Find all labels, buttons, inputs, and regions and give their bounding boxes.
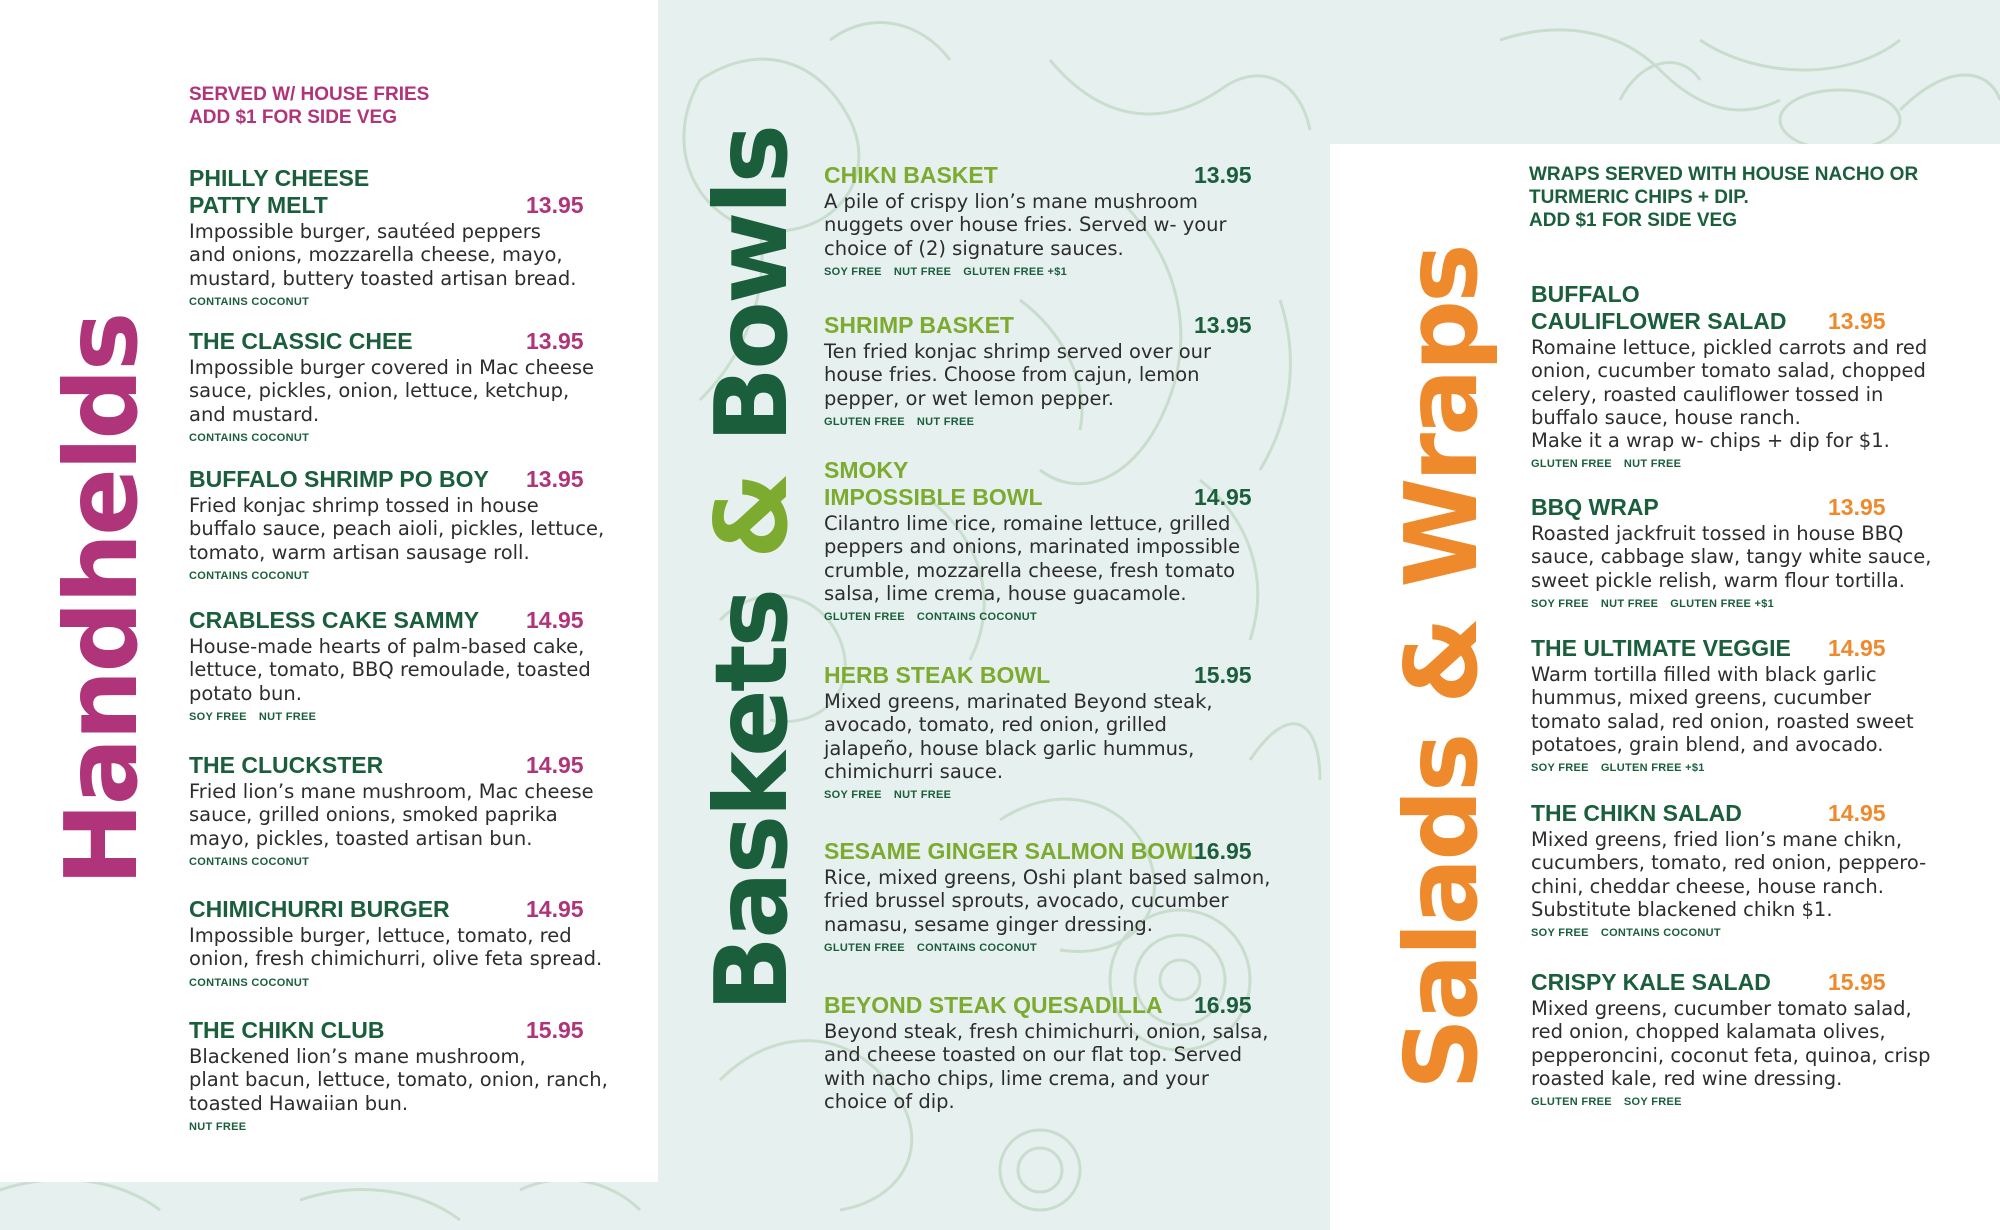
menu-item-description-line: choice of (2) signature sauces. bbox=[824, 236, 1124, 260]
menu-item-description bbox=[189, 356, 594, 426]
menu-item-name-line: SMOKY bbox=[824, 457, 909, 483]
menu-item-description-line: hummus, mixed greens, cucumber bbox=[1531, 686, 1871, 710]
menu-item-name-line: SHRIMP BASKET bbox=[824, 312, 1014, 338]
menu-item-name-line: THE CLASSIC CHEE bbox=[189, 328, 413, 354]
dietary-tag: CONTAINS COCONUT bbox=[916, 941, 1038, 954]
menu-item-price: 14.95 bbox=[526, 752, 584, 778]
menu-item bbox=[824, 312, 1252, 428]
menu-item-name bbox=[824, 662, 1213, 689]
menu-item-name-line: THE CLUCKSTER bbox=[189, 752, 384, 778]
menu-item-description-line: Impossible burger, sautéed peppers bbox=[189, 220, 541, 243]
dietary-tag: SOY FREE bbox=[189, 710, 247, 723]
menu-item-price: 13.95 bbox=[1828, 308, 1886, 334]
menu-item-description bbox=[1531, 997, 1931, 1090]
menu-item bbox=[189, 607, 591, 723]
dietary-tag: SOY FREE bbox=[1531, 597, 1589, 610]
dietary-tag: CONTAINS COCONUT bbox=[189, 431, 310, 444]
menu-item-price: 13.95 bbox=[526, 466, 584, 492]
menu-item-description-line: choice of dip. bbox=[824, 1089, 955, 1113]
menu-item-description-line: peppers and onions, marinated impossible bbox=[824, 535, 1241, 559]
note-line: WRAPS SERVED WITH HOUSE NACHO OR bbox=[1529, 164, 1919, 185]
menu-item-price: 13.95 bbox=[1828, 494, 1886, 520]
menu-item-description-line: plant bacun, lettuce, tomato, onion, ranch, bbox=[189, 1068, 608, 1092]
menu-item-description bbox=[189, 494, 604, 564]
menu-item-description-line: onion, fresh chimichurri, olive feta spread. bbox=[189, 947, 603, 971]
menu-item-description-line: mayo, pickles, toasted artisan bun. bbox=[189, 826, 533, 850]
menu-item-description bbox=[824, 866, 1270, 936]
dietary-tag: GLUTEN FREE bbox=[824, 611, 905, 624]
menu-item-description-line: and cheese toasted on our flat top. Served bbox=[824, 1043, 1242, 1067]
menu-item-name-line: PHILLY CHEESE bbox=[189, 165, 370, 191]
menu-item-description bbox=[1531, 336, 1927, 452]
menu-item-description-line: Blackened lion’s mane mushroom, bbox=[189, 1045, 526, 1068]
menu-item-price: 15.95 bbox=[1828, 969, 1886, 995]
menu-item-description-line: chimichurri sauce. bbox=[824, 759, 1004, 783]
menu-item-price: 16.95 bbox=[1194, 992, 1252, 1018]
menu-item-name-line: SESAME GINGER SALMON BOWL bbox=[824, 838, 1201, 864]
menu-item bbox=[1531, 800, 1926, 939]
note-line: SERVED W/ HOUSE FRIES bbox=[189, 84, 430, 105]
section-title-baskets-bowls bbox=[693, 126, 810, 1012]
dietary-tag: SOY FREE bbox=[1623, 1096, 1682, 1109]
menu-item bbox=[1531, 635, 1914, 774]
menu-item-description bbox=[189, 220, 576, 290]
note-line: ADD $1 FOR SIDE VEG bbox=[189, 107, 397, 128]
menu-item-description-line: and mustard. bbox=[189, 402, 320, 426]
menu-item-description-line: potatoes, grain blend, and avocado. bbox=[1531, 732, 1884, 756]
menu-item-description-line: Ten fried konjac shrimp served over our bbox=[824, 340, 1212, 363]
section-title-ampersand: & bbox=[693, 474, 810, 559]
menu-item-description bbox=[189, 924, 602, 971]
menu-item-price: 13.95 bbox=[526, 328, 584, 354]
dietary-tags bbox=[189, 296, 576, 308]
menu-item-description bbox=[1531, 522, 1931, 592]
dietary-tags bbox=[189, 570, 604, 582]
menu-item-description-line: Romaine lettuce, pickled carrots and red bbox=[1531, 336, 1928, 359]
menu-item-price: 15.95 bbox=[526, 1017, 584, 1043]
menu-item-price: 14.95 bbox=[1828, 800, 1886, 826]
menu-item-name-line: IMPOSSIBLE BOWL bbox=[824, 484, 1043, 510]
menu-item-description-line: House-made hearts of palm-based cake, bbox=[189, 635, 585, 658]
menu-item-description-line: chini, cheddar cheese, house ranch. bbox=[1531, 874, 1884, 898]
menu-item-description bbox=[824, 190, 1227, 260]
section-title-salads-wraps: Salads & Wraps bbox=[1383, 246, 1500, 1090]
menu-item-name-line: CRISPY KALE SALAD bbox=[1531, 969, 1771, 995]
menu-item-description bbox=[824, 512, 1240, 605]
menu-item-description-line: buffalo sauce, house ranch. bbox=[1531, 405, 1801, 429]
menu-item-price: 13.95 bbox=[1194, 312, 1252, 338]
menu-item-description-line: pepperoncini, coconut feta, quinoa, crisp bbox=[1531, 1043, 1931, 1067]
menu-item-description bbox=[824, 690, 1213, 783]
dietary-tag: SOY FREE bbox=[824, 265, 882, 278]
menu-item bbox=[1531, 969, 1931, 1108]
menu-item bbox=[189, 466, 604, 582]
menu-item-description-line: avocado, tomato, red onion, grilled bbox=[824, 713, 1167, 737]
menu-item bbox=[189, 328, 594, 444]
dietary-tag: GLUTEN FREE +$1 bbox=[963, 265, 1068, 278]
dietary-tags bbox=[189, 432, 594, 444]
dietary-tag: GLUTEN FREE bbox=[1531, 458, 1612, 471]
menu-item-description-line: toasted Hawaiian bun. bbox=[189, 1091, 409, 1115]
dietary-tag: NUT FREE bbox=[258, 710, 317, 723]
menu-item-name bbox=[824, 162, 1227, 189]
menu-item-description-line: Mixed greens, marinated Beyond steak, bbox=[824, 690, 1213, 713]
menu-item-description bbox=[189, 635, 591, 705]
menu-item-name bbox=[189, 165, 576, 219]
menu-item-description bbox=[189, 1045, 608, 1115]
dietary-tag: GLUTEN FREE +$1 bbox=[1670, 597, 1775, 610]
note-line: ADD $1 FOR SIDE VEG bbox=[1529, 210, 1737, 231]
dietary-tags bbox=[1531, 927, 1926, 939]
dietary-tags bbox=[1531, 762, 1914, 774]
menu-item bbox=[189, 165, 584, 308]
menu-item-description-line: Roasted jackfruit tossed in house BBQ bbox=[1531, 522, 1904, 545]
menu-item-price: 16.95 bbox=[1194, 838, 1252, 864]
menu-item-name-line: BUFFALO bbox=[1531, 281, 1640, 307]
menu-item-description-line: sauce, cabbage slaw, tangy white sauce, bbox=[1531, 545, 1932, 569]
menu-item bbox=[189, 1017, 608, 1133]
menu-item-name-line: THE ULTIMATE VEGGIE bbox=[1531, 635, 1791, 661]
menu-item-name-line: CHIMICHURRI BURGER bbox=[189, 896, 450, 922]
dietary-tag: GLUTEN FREE bbox=[1531, 1096, 1612, 1109]
dietary-tag: NUT FREE bbox=[1623, 458, 1682, 471]
dietary-tag: NUT FREE bbox=[1600, 597, 1659, 610]
menu-item-price: 13.95 bbox=[526, 192, 584, 218]
menu-item-price: 14.95 bbox=[1828, 635, 1886, 661]
menu-item bbox=[824, 457, 1252, 624]
menu-item-price: 14.95 bbox=[526, 896, 584, 922]
menu-item-description-line: sauce, grilled onions, smoked paprika bbox=[189, 803, 558, 827]
menu-item-description-line: with nacho chips, lime crema, and your bbox=[824, 1066, 1209, 1090]
menu-item-description-line: sauce, pickles, onion, lettuce, ketchup, bbox=[189, 379, 570, 403]
dietary-tag: GLUTEN FREE bbox=[824, 415, 905, 428]
dietary-tags bbox=[824, 266, 1227, 278]
menu-item-description-line: house fries. Choose from cajun, lemon bbox=[824, 363, 1200, 387]
menu-item-description bbox=[824, 1020, 1268, 1113]
menu-item-description-line: fried brussel sprouts, avocado, cucumber bbox=[824, 889, 1229, 913]
wraps-note bbox=[1529, 163, 1918, 232]
dietary-tag: SOY FREE bbox=[1531, 927, 1589, 940]
menu-item-price: 14.95 bbox=[526, 607, 584, 633]
menu-item-description-line: lettuce, tomato, BBQ remoulade, toasted bbox=[189, 658, 591, 682]
dietary-tag: CONTAINS COCONUT bbox=[189, 976, 310, 989]
menu-item-description bbox=[824, 340, 1211, 410]
menu-item-price: 13.95 bbox=[1194, 162, 1252, 188]
dietary-tags bbox=[824, 942, 1270, 954]
menu-item-description-line: Fried lion’s mane mushroom, Mac cheese bbox=[189, 780, 594, 803]
dietary-tags bbox=[189, 1121, 608, 1133]
dietary-tags bbox=[1531, 458, 1927, 470]
dietary-tag: NUT FREE bbox=[916, 415, 975, 428]
menu-item bbox=[189, 896, 602, 989]
menu-item-description-line: Mixed greens, cucumber tomato salad, bbox=[1531, 997, 1912, 1020]
menu-item-description-line: Mixed greens, fried lion’s mane chikn, bbox=[1531, 828, 1903, 851]
menu-item bbox=[824, 992, 1268, 1113]
menu-item-description-line: mustard, buttery toasted artisan bread. bbox=[189, 266, 577, 290]
menu-item-description-line: and onions, mozzarella cheese, mayo, bbox=[189, 243, 563, 267]
dietary-tags bbox=[824, 789, 1213, 801]
menu-item-description-line: red onion, chopped kalamata olives, bbox=[1531, 1020, 1886, 1044]
menu-item-name bbox=[824, 312, 1211, 339]
menu-item-name-line: CHIKN BASKET bbox=[824, 162, 998, 188]
menu-item bbox=[824, 662, 1252, 802]
dietary-tag: GLUTEN FREE bbox=[824, 941, 905, 954]
menu-item-description-line: nuggets over house fries. Served w- your bbox=[824, 213, 1227, 237]
menu-item-description-line: Impossible burger, lettuce, tomato, red bbox=[189, 924, 572, 947]
dietary-tag: NUT FREE bbox=[189, 1120, 247, 1133]
menu-item-description-line: onion, cucumber tomato salad, chopped bbox=[1531, 359, 1926, 383]
dietary-tags bbox=[189, 856, 594, 868]
menu-item bbox=[1531, 281, 1927, 470]
menu-item-description-line: Warm tortilla filled with black garlic bbox=[1531, 663, 1877, 686]
menu-item-description-line: pepper, or wet lemon pepper. bbox=[824, 386, 1114, 410]
dietary-tag: CONTAINS COCONUT bbox=[1600, 927, 1721, 940]
dietary-tag: NUT FREE bbox=[893, 265, 952, 278]
menu-item-description bbox=[189, 780, 594, 850]
menu-item-description-line: sweet pickle relish, warm flour tortilla. bbox=[1531, 568, 1905, 592]
menu-item-description-line: Cilantro lime rice, romaine lettuce, grilled bbox=[824, 512, 1231, 535]
section-title-part: Bowls bbox=[693, 126, 810, 475]
menu-item-name-line: CAULIFLOWER SALAD bbox=[1531, 308, 1787, 334]
menu-item bbox=[189, 752, 594, 868]
section-title-handhelds: Handhelds bbox=[43, 314, 160, 886]
dietary-tag: CONTAINS COCONUT bbox=[189, 855, 310, 868]
menu-item-name-line: BBQ WRAP bbox=[1531, 494, 1659, 520]
menu-item bbox=[824, 162, 1252, 278]
menu-item-name-line: CRABLESS CAKE SAMMY bbox=[189, 607, 480, 633]
dietary-tag: CONTAINS COCONUT bbox=[916, 611, 1038, 624]
menu-item-name-line: THE CHIKN CLUB bbox=[189, 1017, 385, 1043]
menu-item-description-line: Substitute blackened chikn $1. bbox=[1531, 897, 1833, 921]
menu-item-description-line: Make it a wrap w- chips + dip for $1. bbox=[1531, 429, 1890, 453]
menu-item-description-line: salsa, lime crema, house guacamole. bbox=[824, 581, 1187, 605]
menu-item-name-line: PATTY MELT bbox=[189, 192, 328, 218]
menu-item-description-line: buffalo sauce, peach aioli, pickles, lettuce, bbox=[189, 517, 605, 541]
menu-item-description-line: roasted kale, red wine dressing. bbox=[1531, 1066, 1843, 1090]
menu-item-description-line: namasu, sesame ginger dressing. bbox=[824, 912, 1154, 936]
menu-item-name bbox=[824, 457, 1240, 511]
menu-item-description-line: Beyond steak, fresh chimichurri, onion, salsa, bbox=[824, 1020, 1269, 1043]
menu-item-name-line: HERB STEAK BOWL bbox=[824, 662, 1051, 688]
menu-item-description-line: tomato, warm artisan sausage roll. bbox=[189, 540, 530, 564]
dietary-tags bbox=[189, 711, 591, 723]
dietary-tags bbox=[1531, 598, 1931, 610]
note-line: TURMERIC CHIPS + DIP. bbox=[1529, 187, 1749, 208]
menu-item-description-line: Rice, mixed greens, Oshi plant based salmon, bbox=[824, 866, 1271, 889]
menu-item-description-line: cucumbers, tomato, red onion, peppero- bbox=[1531, 851, 1927, 875]
dietary-tag: CONTAINS COCONUT bbox=[189, 569, 310, 582]
dietary-tags bbox=[1531, 1096, 1931, 1108]
dietary-tag: NUT FREE bbox=[893, 789, 952, 802]
menu-item-name-line: BEYOND STEAK QUESADILLA bbox=[824, 992, 1163, 1018]
menu-item-description-line: A pile of crispy lion’s mane mushroom bbox=[824, 190, 1198, 213]
dietary-tags bbox=[824, 416, 1211, 428]
menu-item-description-line: crumble, mozzarella cheese, fresh tomato bbox=[824, 558, 1236, 582]
menu-item-description bbox=[1531, 663, 1914, 756]
dietary-tag: SOY FREE bbox=[1531, 762, 1589, 775]
dietary-tags bbox=[189, 977, 602, 989]
dietary-tags bbox=[824, 611, 1240, 623]
menu-item-description bbox=[1531, 828, 1926, 921]
menu-item-description-line: celery, roasted cauliflower tossed in bbox=[1531, 382, 1884, 406]
menu-item-description-line: Impossible burger covered in Mac cheese bbox=[189, 356, 595, 379]
menu-item-price: 14.95 bbox=[1194, 484, 1252, 510]
menu-item-description-line: Fried konjac shrimp tossed in house bbox=[189, 494, 539, 517]
menu-item-name-line: BUFFALO SHRIMP PO BOY bbox=[189, 466, 489, 492]
dietary-tag: SOY FREE bbox=[824, 789, 882, 802]
section-title-part: Baskets bbox=[693, 558, 810, 1012]
menu-item-description-line: jalapeño, house black garlic hummus, bbox=[824, 736, 1195, 760]
menu-item-description-line: tomato salad, red onion, roasted sweet bbox=[1531, 709, 1914, 733]
menu-item bbox=[824, 838, 1270, 954]
menu-item bbox=[1531, 494, 1931, 610]
menu-item-description-line: potato bun. bbox=[189, 681, 302, 705]
dietary-tag: GLUTEN FREE +$1 bbox=[1600, 762, 1705, 775]
menu-item-name-line: THE CHIKN SALAD bbox=[1531, 800, 1742, 826]
dietary-tag: CONTAINS COCONUT bbox=[189, 295, 310, 308]
handhelds-note bbox=[189, 83, 429, 129]
menu-item-price: 15.95 bbox=[1194, 662, 1252, 688]
